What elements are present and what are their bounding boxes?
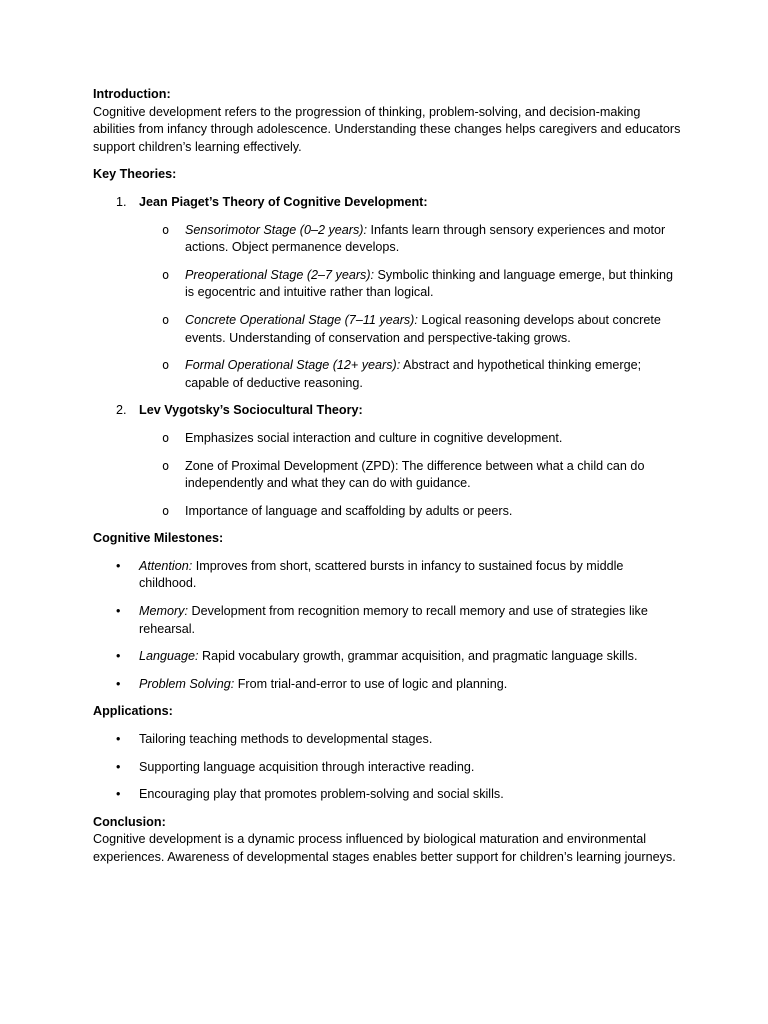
theory-title-vygotsky [93, 402, 683, 420]
list-item [93, 458, 683, 493]
bullet-icon: • [116, 676, 121, 691]
circle-bullet-icon: o [162, 222, 170, 237]
stage-label: Sensorimotor Stage (0–2 years): [185, 222, 367, 237]
bullet-icon: • [116, 558, 121, 573]
applications-list [93, 731, 683, 804]
introduction-heading: Introduction: [93, 87, 171, 101]
conclusion-text: Cognitive development is a dynamic process influenced by biological maturation and environmental experiences. Awareness of developmental stages enables better support for children’s learning journeys. [93, 832, 676, 864]
circle-bullet-icon: o [162, 430, 170, 445]
milestones-section [93, 530, 683, 693]
point-text: Emphasizes social interaction and culture in cognitive development. [185, 430, 563, 445]
milestones-list [93, 558, 683, 694]
milestone-text: Rapid vocabulary growth, grammar acquisition, and pragmatic language skills. [198, 649, 638, 664]
milestones-heading: Cognitive Milestones: [93, 531, 224, 546]
circle-bullet-icon: o [162, 312, 170, 327]
list-item [93, 312, 683, 347]
list-item [93, 648, 683, 666]
stage-label: Preoperational Stage (2–7 years): [185, 267, 375, 282]
bullet-icon: • [116, 732, 121, 747]
list-item [93, 430, 683, 448]
theory-title-text: Jean Piaget’s Theory of Cognitive Development: [139, 194, 428, 209]
application-text: Supporting language acquisition through interactive reading. [139, 759, 475, 774]
list-item [93, 267, 683, 302]
theory-number: 1. [116, 194, 127, 209]
bullet-icon: • [116, 649, 121, 664]
milestone-label: Language: [139, 649, 199, 664]
bullet-icon: • [116, 604, 121, 619]
theory-item-piaget [93, 194, 683, 392]
application-text: Encouraging play that promotes problem-solving and social skills. [139, 787, 504, 802]
theory-title-text: Lev Vygotsky’s Sociocultural Theory: [139, 403, 363, 418]
list-item [93, 222, 683, 257]
stage-text: Infants learn through sensory experiences and motor actions. Object permanence develops. [185, 222, 666, 255]
stage-text: Symbolic thinking and language emerge, but thinking is egocentric and intuitive rather than logical. [185, 267, 673, 300]
theory-number: 2. [116, 403, 127, 418]
stage-text: Logical reasoning develops about concrete events. Understanding of conservation and perspective-taking grows. [185, 312, 661, 345]
circle-bullet-icon: o [162, 458, 170, 473]
list-item [93, 603, 683, 638]
bullet-icon: • [116, 787, 121, 802]
introduction-text: Cognitive development refers to the progression of thinking, problem-solving, and decision-making abilities from infancy through adolescence. Understanding these changes helps caregivers and educators support children’s learning effectively. [93, 104, 681, 154]
list-item [93, 558, 683, 593]
conclusion-section [93, 814, 683, 867]
stage-text: Abstract and hypothetical thinking emerge; capable of deductive reasoning. [185, 358, 642, 390]
milestone-text: Development from recognition memory to recall memory and use of strategies like rehearsal. [139, 604, 648, 636]
list-item [93, 759, 683, 777]
bullet-icon: • [116, 759, 121, 774]
piaget-stage-list [93, 222, 683, 393]
list-item [93, 786, 683, 804]
theory-item-vygotsky [93, 402, 683, 520]
key-theories-section [93, 166, 683, 520]
milestone-label: Attention: [139, 558, 193, 573]
milestone-text: From trial-and-error to use of logic and planning. [234, 676, 508, 691]
stage-label: Concrete Operational Stage (7–11 years): [185, 312, 418, 327]
applications-heading: Applications: [93, 704, 173, 719]
theories-list [93, 194, 683, 520]
circle-bullet-icon: o [162, 267, 170, 282]
introduction-section [93, 86, 683, 156]
circle-bullet-icon: o [162, 503, 170, 518]
point-text: Zone of Proximal Development (ZPD): The difference between what a child can do independently and what they can do with guidance. [185, 458, 645, 491]
application-text: Tailoring teaching methods to developmental stages. [139, 732, 433, 747]
list-item [93, 503, 683, 521]
milestone-label: Memory: [139, 604, 188, 619]
list-item [93, 357, 683, 392]
list-item [93, 676, 683, 694]
list-item [93, 731, 683, 749]
applications-section [93, 703, 683, 803]
vygotsky-point-list [93, 430, 683, 520]
point-text: Importance of language and scaffolding by adults or peers. [185, 503, 513, 518]
milestone-label: Problem Solving: [139, 676, 235, 691]
key-theories-heading: Key Theories: [93, 167, 177, 182]
theory-title-piaget [93, 194, 683, 212]
document-page [93, 86, 683, 867]
circle-bullet-icon: o [162, 358, 170, 373]
stage-label: Formal Operational Stage (12+ years): [185, 358, 401, 373]
conclusion-heading: Conclusion: [93, 814, 166, 829]
milestone-text: Improves from short, scattered bursts in infancy to sustained focus by middle childhood. [139, 558, 624, 591]
